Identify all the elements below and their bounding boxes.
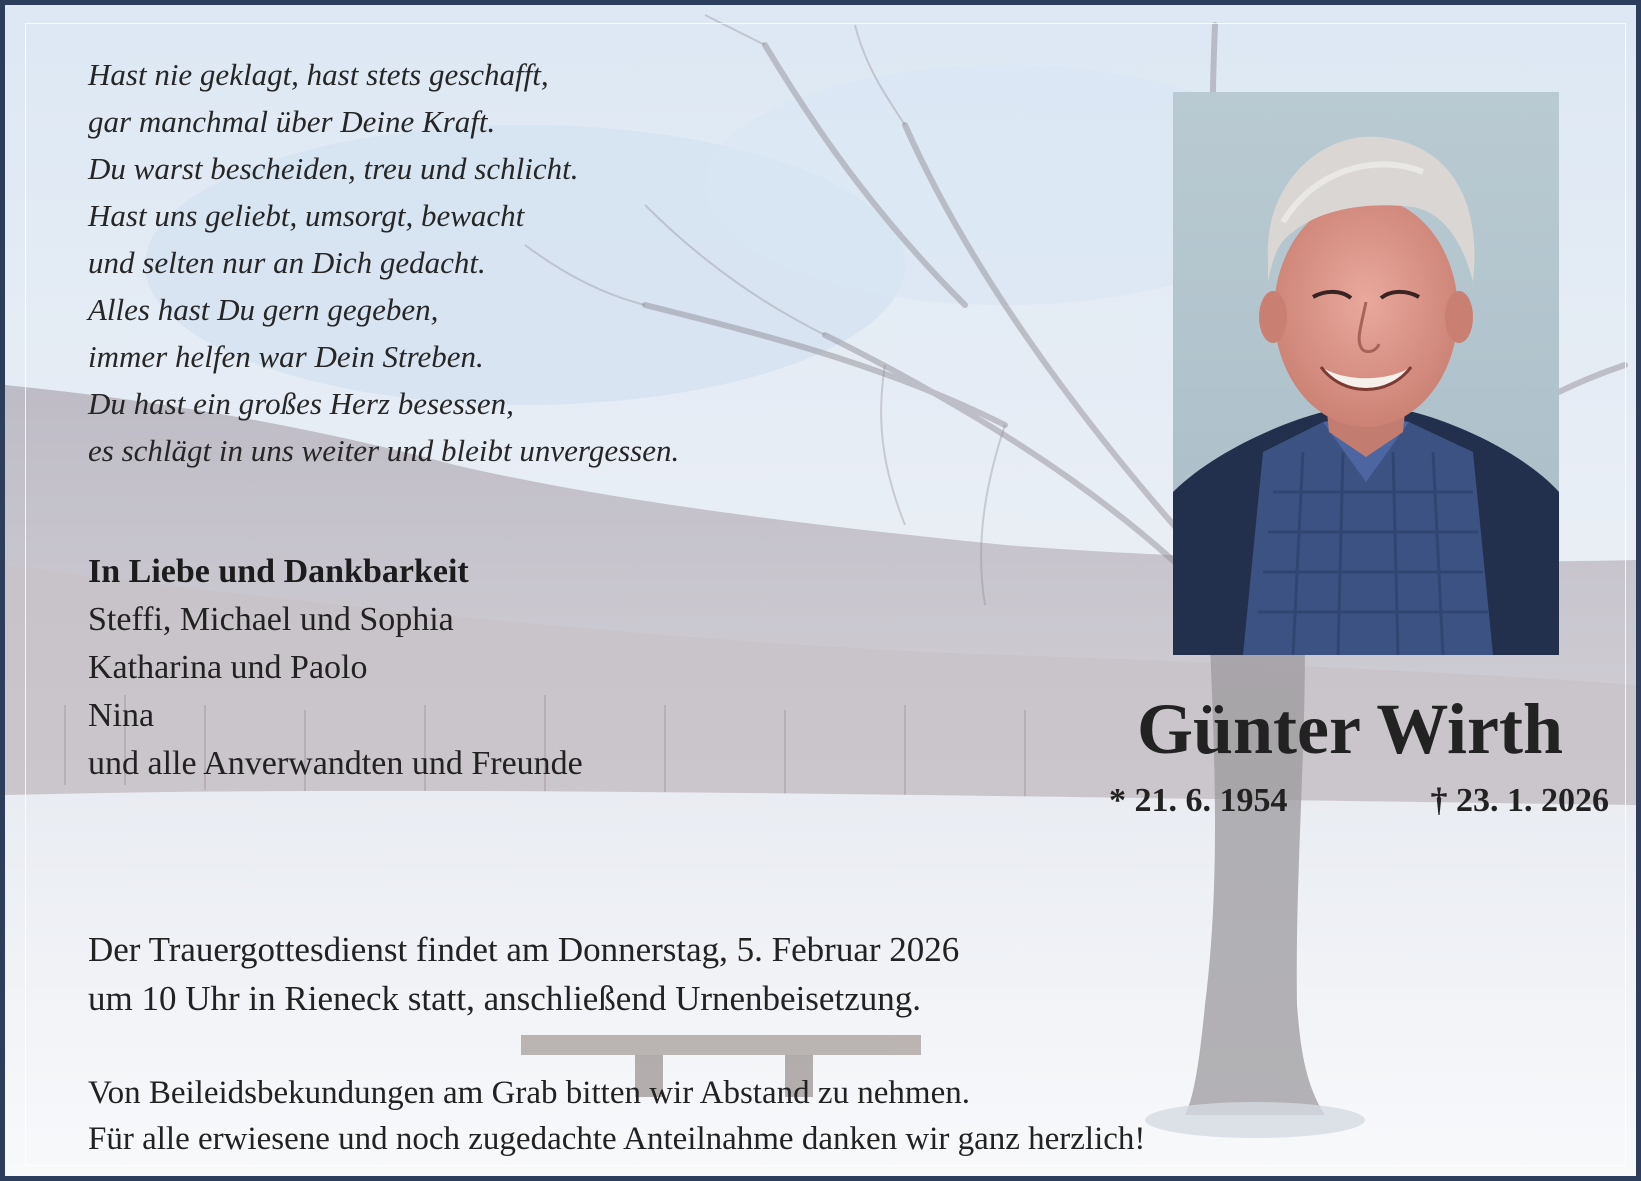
mourner-line: Steffi, Michael und Sophia xyxy=(88,601,454,638)
memorial-poem xyxy=(88,51,868,474)
mourners-block xyxy=(88,548,908,788)
funeral-service-info xyxy=(88,925,1188,1023)
mourner-line: Katharina und Paolo xyxy=(88,649,368,686)
life-dates xyxy=(1109,779,1609,823)
death-date: † 23. 1. 2026 xyxy=(1430,782,1609,819)
poem-line: Du hast ein großes Herz besessen, xyxy=(88,386,514,421)
poem-line: Alles hast Du gern gegeben, xyxy=(88,292,439,327)
mourner-line: Nina xyxy=(88,697,155,734)
birth-date: * 21. 6. 1954 xyxy=(1109,782,1288,819)
poem-line: und selten nur an Dich gedacht. xyxy=(88,245,486,280)
poem-line: immer helfen war Dein Streben. xyxy=(88,339,484,374)
closing-line: Für alle erwiesene und noch zugedachte Anteilnahme danken wir ganz herzlich! xyxy=(88,1121,1146,1157)
closing-line: Von Beileidsbekundungen am Grab bitten wir Abstand zu nehmen. xyxy=(88,1075,970,1111)
closing-note xyxy=(88,1070,1388,1162)
poem-line: es schlägt in uns weiter und bleibt unvergessen. xyxy=(88,433,680,468)
portrait-photo xyxy=(1173,92,1559,655)
service-line: Der Trauergottesdienst findet am Donnerstag, 5. Februar 2026 xyxy=(88,930,960,969)
service-line: um 10 Uhr in Rieneck statt, anschließend Urnenbeisetzung. xyxy=(88,979,921,1018)
poem-line: gar manchmal über Deine Kraft. xyxy=(88,104,496,139)
mourners-heading: In Liebe und Dankbarkeit xyxy=(88,553,469,590)
poem-line: Hast nie geklagt, hast stets geschafft, xyxy=(88,57,549,92)
poem-line: Du warst bescheiden, treu und schlicht. xyxy=(88,151,579,186)
portrait-illustration xyxy=(1173,92,1559,655)
deceased-name: Günter Wirth xyxy=(1136,689,1564,769)
mourner-line: und alle Anverwandten und Freunde xyxy=(88,745,583,782)
poem-line: Hast uns geliebt, umsorgt, bewacht xyxy=(88,198,525,233)
